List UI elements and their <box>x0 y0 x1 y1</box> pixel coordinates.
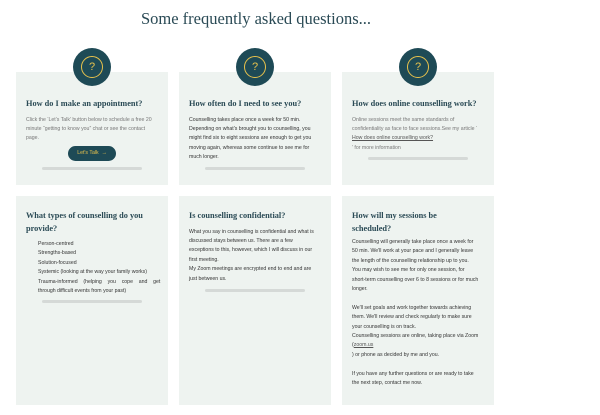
list-item: Person-centred <box>38 241 74 247</box>
card-text: Counselling sessions are online, taking place via Zoom <box>352 333 479 340</box>
list-item: Systemic (looking at the way your family works) <box>38 269 147 276</box>
card-title: How does online counselling work? <box>352 99 477 108</box>
card-text: Depending on what's brought you to counselling, you <box>189 125 311 132</box>
card-text: Counselling takes place once a week for 50 min. <box>189 116 301 123</box>
faq-card-scheduling <box>342 196 494 405</box>
card-shadow <box>205 167 305 170</box>
card-shadow <box>42 300 142 303</box>
card-title: How will my sessions be <box>352 211 437 220</box>
question-icon: ? <box>399 48 437 86</box>
card-text: the next step, contact me now. <box>352 380 423 387</box>
card-text: confidentiality as face to face sessions.See my article ‘ <box>352 125 478 132</box>
card-title: provide? <box>26 223 58 233</box>
page-title: Some frequently asked questions... <box>140 9 372 28</box>
lets-talk-button[interactable] <box>68 146 116 161</box>
arrow-right-icon: → <box>101 150 107 156</box>
zoom-link[interactable]: zoom.us <box>353 342 374 349</box>
card-text: longer. <box>352 286 368 293</box>
faq-card-frequency <box>179 72 331 185</box>
card-title: scheduled? <box>352 223 392 233</box>
card-text: (zoom.us <box>352 342 374 349</box>
faq-card-types <box>16 196 168 405</box>
card-shadow <box>368 157 468 160</box>
card-text: exceptions to this, however, which I will discuss in our <box>189 247 313 254</box>
card-text: Online sessions meet the same standards of <box>352 116 455 123</box>
card-text: short-term counselling over 6 to 8 sessions or for much <box>352 276 479 283</box>
card-shadow <box>205 289 305 292</box>
card-text: If you have any further questions or are ready to take <box>352 370 474 377</box>
list-item: Solution-focused <box>38 259 77 266</box>
online-counselling-article-link[interactable]: How does online counselling work? <box>352 135 434 142</box>
card-text: 50 min. We'll work at your pace and I generally leave <box>352 248 474 255</box>
button-shadow <box>42 167 142 170</box>
card-title: How do I make an appointment? <box>26 99 143 108</box>
card-text: much longer. <box>189 154 219 161</box>
card-text: might find six to eight sessions are enough to get you <box>189 135 312 142</box>
list-item: Strengths-based <box>38 250 77 257</box>
card-text: just between us. <box>189 275 227 282</box>
button-label: Let's Talk <box>77 150 99 156</box>
card-text: page. <box>26 135 39 142</box>
card-text: ’ for more information <box>352 144 401 151</box>
faq-card-confidential <box>179 196 331 405</box>
card-text: moving again, whereas some continue to see me for <box>189 144 310 151</box>
list-item: through difficult events from your past) <box>38 288 127 295</box>
faq-card-online <box>342 72 494 185</box>
card-text: discussed stays between us. There are a few <box>189 237 293 244</box>
card-text: You may wish to see me for only one session, for <box>352 267 465 274</box>
card-text: them. We'll review and check regularly to make sure <box>352 314 472 321</box>
types-list <box>26 240 161 296</box>
card-text: minute “getting to know you” chat or see the contact <box>26 125 146 132</box>
list-item: Trauma-informed (helping you cope and get <box>38 278 161 285</box>
card-text: Click the ‘Let’s Talk’ button below to schedule a free 20 <box>26 116 152 123</box>
card-title: What types of counselling do you <box>26 211 143 220</box>
card-text: your counselling is on track. <box>352 323 417 330</box>
question-icon: ? <box>236 48 274 86</box>
card-text: My Zoom meetings are encrypted end to end and are <box>189 266 312 273</box>
card-text: ) or phone as decided by me and you. <box>352 351 440 358</box>
card-title: Is counselling confidential? <box>189 211 286 220</box>
card-text: the length of the counselling relationship up to you. <box>352 257 469 264</box>
card-text: What you say in counselling is confidential and what is <box>189 228 314 235</box>
faq-card-appointment <box>16 72 168 185</box>
card-text: We'll set goals and work together towards achieving <box>352 304 472 311</box>
card-text: Counselling will generally take place once a week for <box>352 239 474 245</box>
question-icon: ? <box>73 48 111 86</box>
card-text: first meeting. <box>189 256 219 263</box>
card-title: How often do I need to see you? <box>189 99 302 108</box>
